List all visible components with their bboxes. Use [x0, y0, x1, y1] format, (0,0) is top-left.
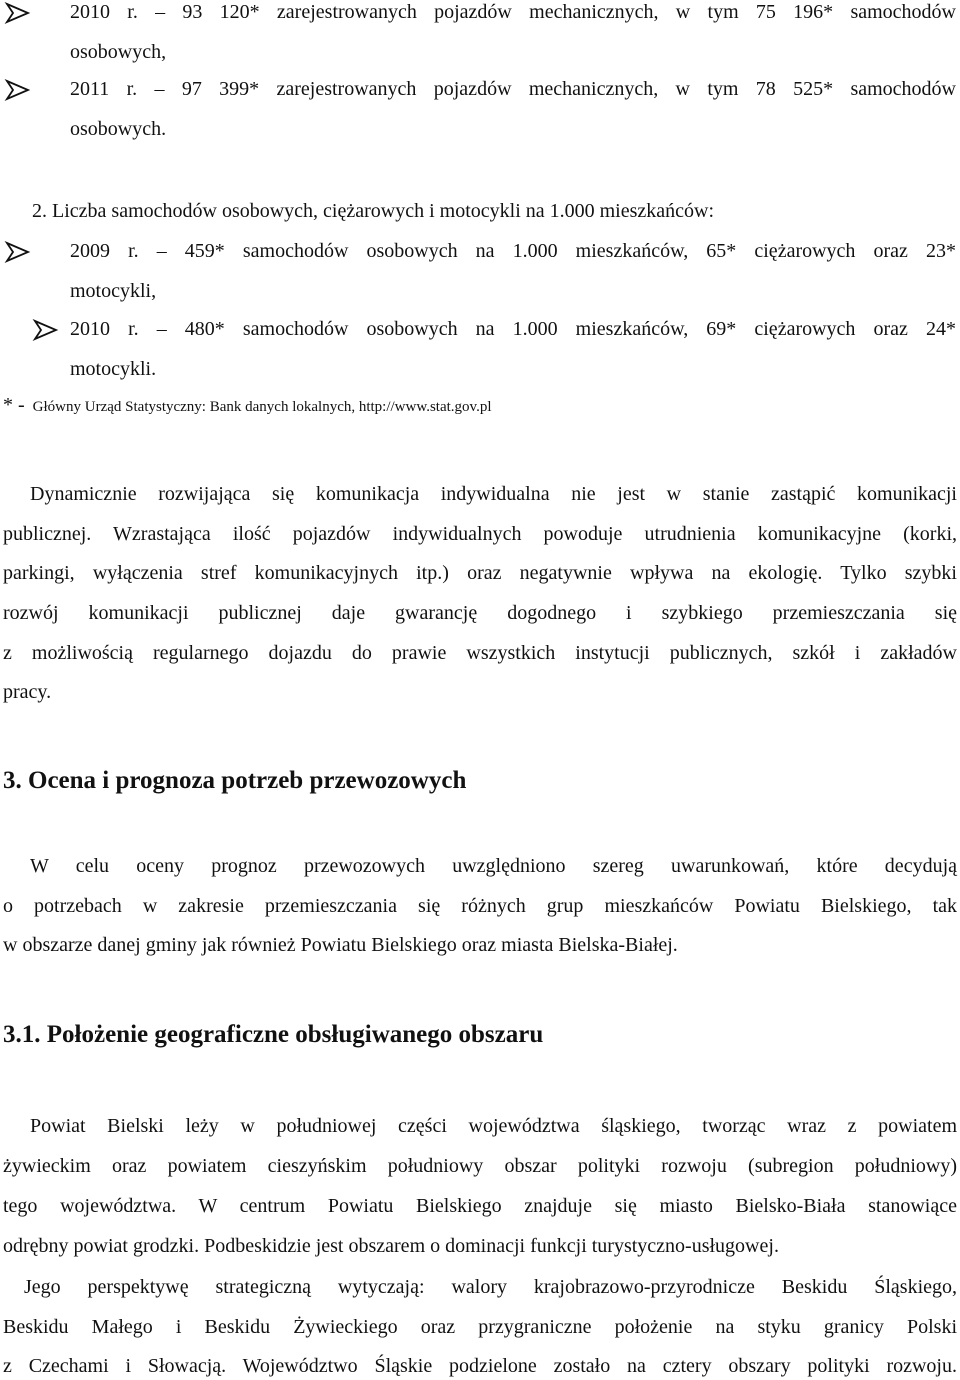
- arrow-bullet-icon: [4, 240, 32, 264]
- paragraph-line: tego województwa. W centrum Powiatu Bielskiego znajduje się miasto Bielsko-Biała stanowiące: [3, 1195, 957, 1217]
- bullet-2010-vehicles: 2010 r. – 480* samochodów osobowych na 1.000 mieszkańców, 69* ciężarowych oraz 24*: [70, 318, 956, 340]
- paragraph-line: Dynamicznie rozwijająca się komunikacja indywidualna nie jest w stanie zastąpić komunikacji: [30, 483, 957, 505]
- paragraph-line: rozwój komunikacji publicznej daje gwarancję dogodnego i szybkiego przemieszczania się: [3, 602, 957, 624]
- paragraph-line: z możliwością regularnego dojazdu do prawie wszystkich instytucji publicznych, szkół i zakładów: [3, 642, 957, 664]
- arrow-bullet-icon: [4, 1, 32, 25]
- paragraph-line: publicznej. Wzrastająca ilość pojazdów indywidualnych powoduje utrudnienia komunikacyjne (korki,: [3, 523, 957, 545]
- bullet-2011-registrations-cont: osobowych.: [70, 118, 167, 140]
- bullet-2009-vehicles: 2009 r. – 459* samochodów osobowych na 1.000 mieszkańców, 65* ciężarowych oraz 23*: [70, 240, 956, 262]
- paragraph-line: Powiat Bielski leży w południowej części województwa śląskiego, tworząc wraz z powiatem: [30, 1115, 957, 1137]
- bullet-2009-vehicles-cont: motocykli,: [70, 280, 157, 302]
- bullet-2011-registrations: 2011 r. – 97 399* zarejestrowanych pojazdów mechanicznych, w tym 78 525* samochodów: [70, 78, 956, 100]
- section-3-heading: 3. Ocena i prognoza potrzeb przewozowych: [3, 767, 467, 794]
- paragraph-line: odrębny powiat grodzki. Podbeskidzie jest obszarem o dominacji funkcji turystyczno-usługowej.: [3, 1235, 779, 1257]
- paragraph-line: żywieckim oraz powiatem cieszyńskim południowy obszar polityki rozwoju (subregion południowy): [3, 1155, 957, 1177]
- arrow-bullet-icon: [32, 318, 60, 342]
- paragraph-line: Jego perspektywę strategiczną wytyczają: walory krajobrazowo-przyrodnicze Beskidu Śląskiego,: [24, 1276, 957, 1298]
- footnote-text: Główny Urząd Statystyczny: Bank danych lokalnych, http://www.stat.gov.pl: [32, 399, 492, 415]
- footnote-marker: * -: [3, 394, 25, 416]
- bullet-2010-vehicles-cont: motocykli.: [70, 358, 157, 380]
- paragraph-line: W celu oceny prognoz przewozowych uwzględniono szereg uwarunkowań, które decydują: [30, 855, 957, 877]
- paragraph-line: Beskidu Małego i Beskidu Żywieckiego oraz przygraniczne położenie na styku granicy Polski: [3, 1316, 957, 1338]
- paragraph-line: parkingi, wyłączenia stref komunikacyjnych itp.) oraz negatywnie wpływa na ekologię. Tylko szybki: [3, 562, 957, 584]
- paragraph-line: o potrzebach w zakresie przemieszczania się różnych grup mieszkańców Powiatu Bielskiego, tak: [3, 895, 957, 917]
- footnote: [3, 393, 491, 419]
- paragraph-line: w obszarze danej gminy jak również Powiatu Bielskiego oraz miasta Bielska-Białej.: [3, 934, 678, 956]
- section-3-1-heading: 3.1. Położenie geograficzne obsługiwanego obszaru: [3, 1021, 544, 1048]
- bullet-2010-registrations: 2010 r. – 93 120* zarejestrowanych pojazdów mechanicznych, w tym 75 196* samochodów: [70, 1, 956, 23]
- paragraph-line: pracy.: [3, 681, 52, 703]
- arrow-bullet-icon: [4, 78, 32, 102]
- paragraph-line: z Czechami i Słowacją. Województwo Śląskie podzielone zostało na cztery obszary polityki rozwoju.: [3, 1355, 957, 1377]
- section-2-heading: 2. Liczba samochodów osobowych, ciężarowych i motocykli na 1.000 mieszkańców:: [32, 200, 715, 222]
- bullet-2010-registrations-cont: osobowych,: [70, 41, 167, 63]
